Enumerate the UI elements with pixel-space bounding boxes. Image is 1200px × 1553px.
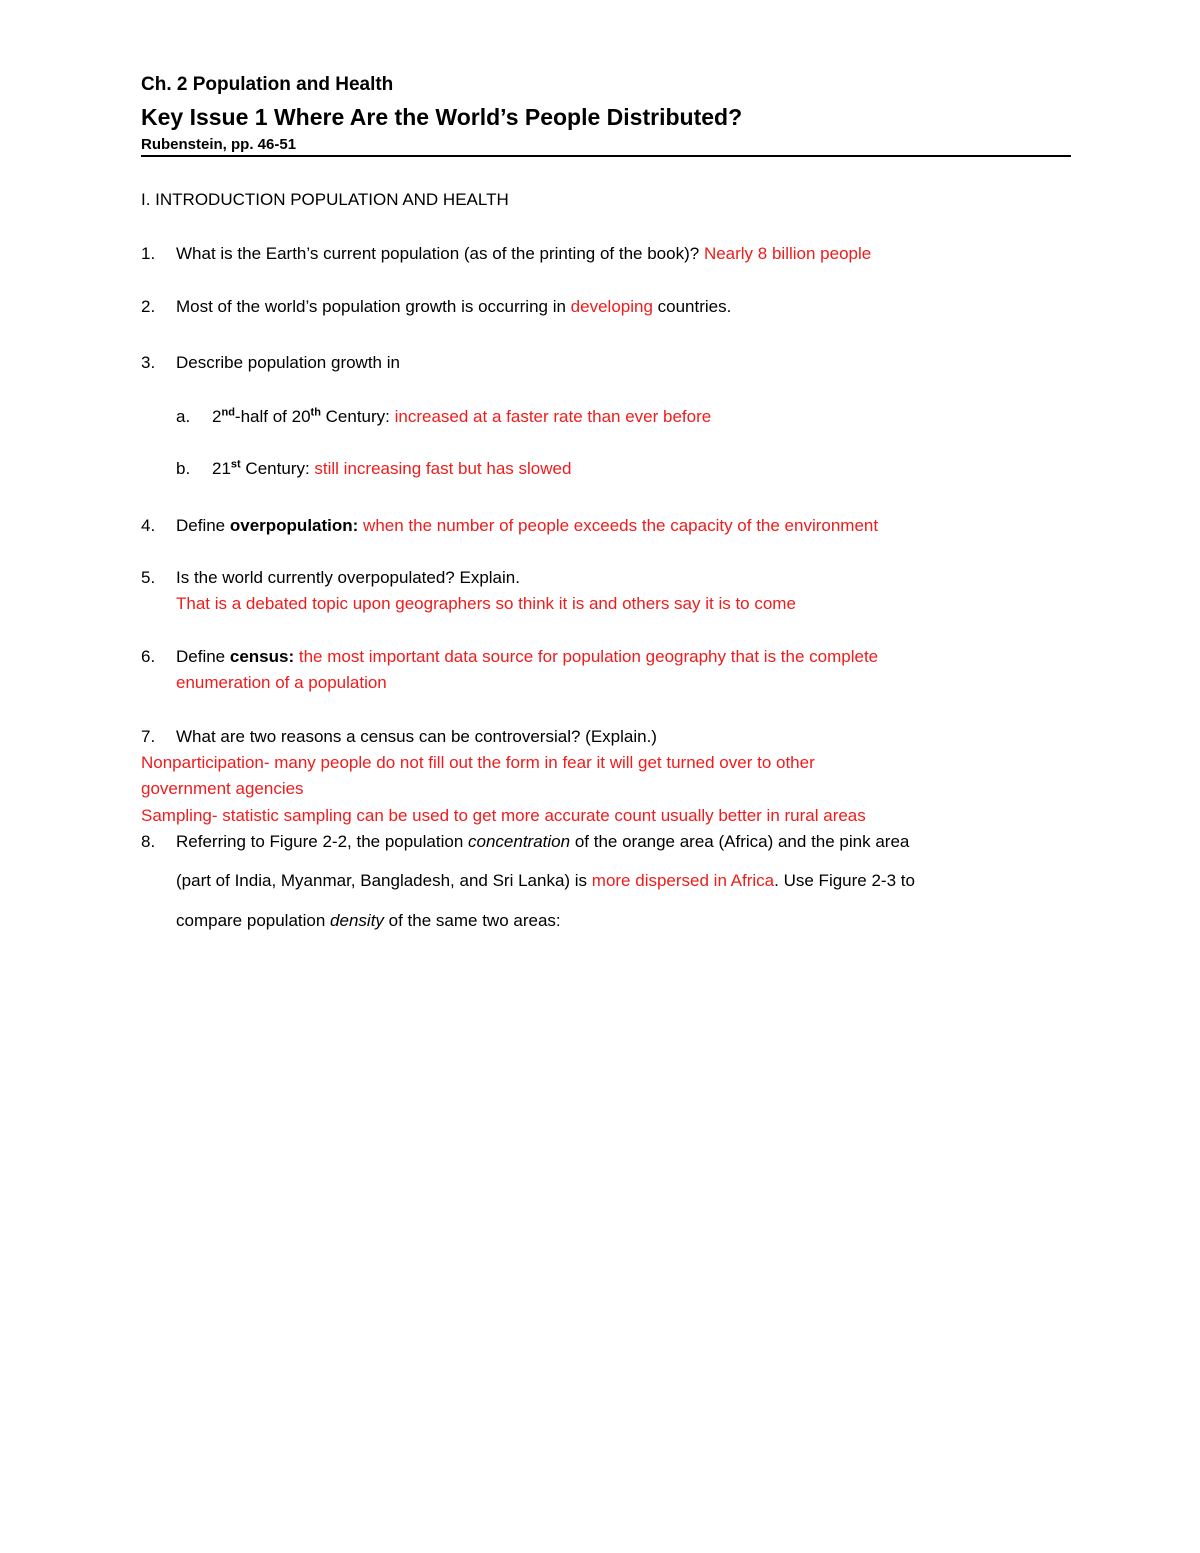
key-issue-title: Key Issue 1 Where Are the World’s People Distributed?: [141, 104, 743, 130]
answer-text: the most important data source for population geography that is the complete: [294, 647, 879, 666]
question-number: 3.: [141, 353, 156, 372]
emphasis-text: concentration: [468, 832, 571, 851]
question-text: compare population: [176, 911, 331, 930]
answer-text: developing: [570, 297, 653, 316]
question-number: 5.: [141, 568, 156, 587]
question-number: 6.: [141, 647, 156, 666]
ordinal-number: 21: [212, 459, 231, 478]
question-text: Referring to Figure 2-2, the population: [176, 832, 469, 851]
sub-item-b: [212, 458, 571, 480]
sub-item-text: Century:: [320, 407, 395, 426]
sub-item-letter: a.: [176, 407, 191, 426]
question-number: 8.: [141, 832, 156, 851]
question-6: [176, 646, 878, 668]
ordinal-suffix: st: [230, 458, 241, 471]
question-number: 2.: [141, 297, 156, 316]
question-8-line-1: [176, 831, 909, 853]
answer-text: increased at a faster rate than ever before: [394, 407, 712, 426]
ordinal-suffix: nd: [221, 406, 235, 419]
question-number: 4.: [141, 516, 156, 535]
sub-item-text: -half of 20: [234, 407, 311, 426]
question-7: What are two reasons a census can be controversial? (Explain.): [176, 727, 657, 746]
sub-item-a: [212, 406, 711, 428]
section-title: I. INTRODUCTION POPULATION AND HEALTH: [141, 190, 509, 209]
answer-text: Nonparticipation- many people do not fill out the form in fear it will get turned over to other: [141, 753, 815, 772]
question-text: Define: [176, 516, 230, 535]
question-2: [176, 296, 731, 318]
question-number: 1.: [141, 244, 156, 263]
header-rule: [141, 155, 1071, 157]
question-8-line-3: [176, 910, 561, 932]
defined-term: overpopulation:: [229, 516, 359, 535]
answer-text: That is a debated topic upon geographers so think it is and others say it is to come: [176, 594, 796, 613]
question-text: countries.: [652, 297, 732, 316]
question-text: (part of India, Myanmar, Bangladesh, and Sri Lanka) is: [176, 871, 592, 890]
answer-text: government agencies: [141, 779, 304, 798]
question-4: [176, 515, 878, 537]
answer-text: still increasing fast but has slowed: [314, 459, 572, 478]
question-8-line-2: [176, 870, 915, 892]
question-text: of the same two areas:: [383, 911, 561, 930]
emphasis-text: density: [330, 911, 384, 930]
question-5: Is the world currently overpopulated? Explain.: [176, 568, 520, 587]
ordinal-number: 2: [212, 407, 222, 426]
question-text: of the orange area (Africa) and the pink area: [570, 832, 910, 851]
reference-line: Rubenstein, pp. 46-51: [141, 136, 297, 153]
answer-text: when the number of people exceeds the capacity of the environment: [358, 516, 879, 535]
answer-text: Nearly 8 billion people: [703, 244, 872, 263]
answer-text: enumeration of a population: [176, 673, 387, 692]
sub-item-letter: b.: [176, 459, 191, 478]
chapter-title: Ch. 2 Population and Health: [141, 74, 394, 95]
question-text: Most of the world’s population growth is occurring in: [176, 297, 571, 316]
question-text: What is the Earth’s current population (as of the printing of the book)?: [176, 244, 704, 263]
sub-item-text: Century:: [240, 459, 315, 478]
question-number: 7.: [141, 727, 156, 746]
question-text: . Use Figure 2-3 to: [774, 871, 915, 890]
question-3: Describe population growth in: [176, 353, 400, 372]
defined-term: census:: [229, 647, 295, 666]
question-text: Define: [176, 647, 230, 666]
answer-text: Sampling- statistic sampling can be used to get more accurate count usually better in rural areas: [141, 806, 866, 825]
ordinal-suffix: th: [310, 406, 321, 419]
answer-text: more dispersed in Africa: [591, 871, 775, 890]
question-1: [176, 243, 871, 265]
